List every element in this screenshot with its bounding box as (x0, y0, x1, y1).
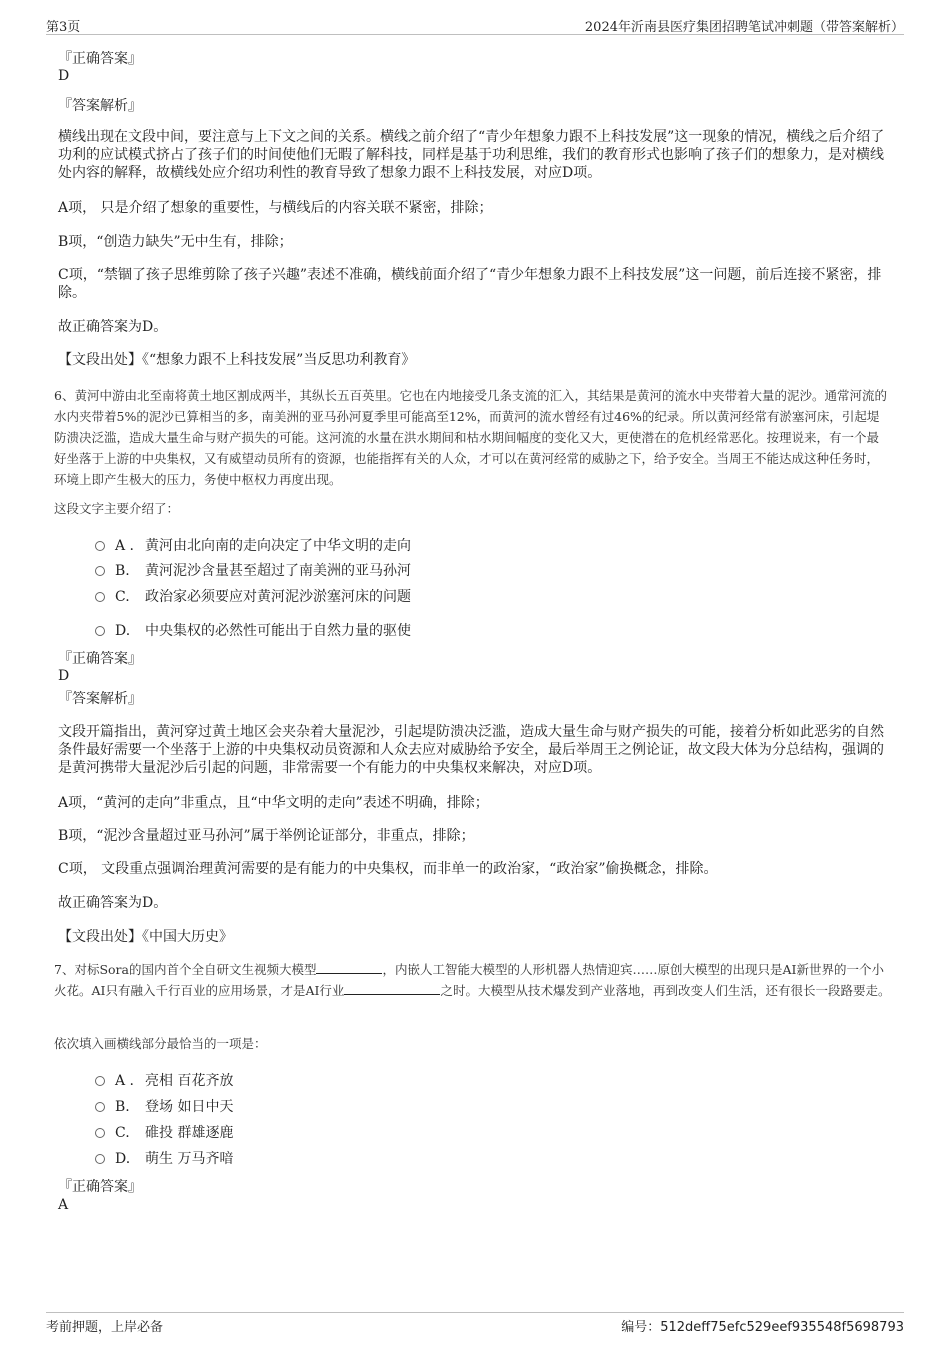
radio-icon[interactable] (95, 1128, 105, 1138)
q7-answer-label: 『正确答案』 (58, 1179, 142, 1195)
fill-blank-2[interactable] (344, 982, 440, 995)
q6-source: 【文段出处】《中国大历史》 (58, 929, 233, 945)
q6-option-b[interactable]: B. 黄河泥沙含量甚至超过了南美洲的亚马孙河 (95, 562, 411, 580)
radio-icon[interactable] (95, 592, 105, 602)
q5-option-c-note: C项，“禁锢了孩子思维剪除了孩子兴趣”表述不准确，横线前面介绍了“青少年想象力跟不上科技发展”这一问题，前后连接不紧密，排除。 (58, 267, 882, 301)
radio-icon[interactable] (95, 541, 105, 551)
q6-option-b-note: B项，“泥沙含量超过亚马孙河”属于举例论证部分，非重点，排除； (58, 828, 475, 844)
q7-answer: A (58, 1197, 69, 1213)
page-footer (46, 1312, 904, 1335)
q6-option-c-note: C项， 文段重点强调治理黄河需要的是有能力的中央集权，而非单一的政治家，“政治家”偷换概念，排除。 (58, 861, 718, 877)
q5-answer-label: 『正确答案』 (58, 51, 142, 67)
page-header (46, 14, 904, 35)
q7-option-a[interactable]: A . 亮相 百花齐放 (95, 1072, 233, 1090)
radio-icon[interactable] (95, 566, 105, 576)
q6-option-a[interactable]: A . 黄河由北向南的走向决定了中华文明的走向 (95, 537, 411, 555)
q6-analysis: 文段开篇指出，黄河穿过黄土地区会夹杂着大量泥沙，引起堤防溃决泛滥，造成大量生命与财产损失的可能，接着分析如此恶劣的自然条件最好需要一个坐落于上游的中央集权动员资源和人众去应对威胁给予安全，最后举周王之例论证，故文段大体为分总结构，强调的是黄河携带大量泥沙后引起的问题，非常需要一个有能力的中央集权来解决，对应D项。 (58, 724, 884, 776)
radio-icon[interactable] (95, 1076, 105, 1086)
q6-analysis-label: 『答案解析』 (58, 691, 142, 707)
page-number: 第3页 (46, 20, 81, 35)
q7-option-d[interactable]: D. 萌生 万马齐喑 (95, 1150, 233, 1168)
q6-option-c[interactable]: C. 政治家必须要应对黄河泥沙淤塞河床的问题 (95, 588, 411, 606)
radio-icon[interactable] (95, 1102, 105, 1112)
q6-option-a-note: A项，“黄河的走向”非重点，且“中华文明的走向”表述不明确，排除； (58, 795, 489, 811)
footer-slogan: 考前押题，上岸必备 (46, 1320, 164, 1335)
q6-conclusion: 故正确答案为D。 (58, 895, 168, 911)
q5-analysis-label: 『答案解析』 (58, 98, 142, 114)
q7-option-c[interactable]: C. 碓投 群雄逐鹿 (95, 1124, 233, 1142)
q7-option-b[interactable]: B. 登场 如日中天 (95, 1098, 233, 1116)
q5-option-b-note: B项，“创造力缺失”无中生有，排除； (58, 234, 293, 250)
footer-code: 编号：512deff75efc529eef935548f5698793 (621, 1320, 904, 1335)
radio-icon[interactable] (95, 626, 105, 636)
q7-prompt: 依次填入画横线部分最恰当的一项是： (54, 1036, 267, 1051)
q7-stem: 7、对标Sora的国内首个全自研文生视频大模型 ，内嵌人工智能大模型的人形机器人热情迎宾……原创大模型的出现只是AI新世界的一个小火花。AI只有融入千行百业的应用场景，才是AI行业 之时。大模型从技术爆发到产业落地，再到改变人们生活，还有很长一段路要走。 (54, 962, 891, 998)
q6-answer-label: 『正确答案』 (58, 651, 142, 667)
q5-option-a-note: A项， 只是介绍了想象的重要性，与横线后的内容关联不紧密，排除； (58, 200, 493, 216)
q5-source: 【文段出处】《“想象力跟不上科技发展”当反思功利教育》 (58, 352, 416, 368)
q5-conclusion: 故正确答案为D。 (58, 319, 168, 335)
document-title: 2024年沂南县医疗集团招聘笔试冲刺题（带答案解析） (584, 20, 904, 35)
q6-option-d[interactable]: D. 中央集权的必然性可能出于自然力量的驱使 (95, 622, 411, 640)
q6-prompt: 这段文字主要介绍了： (54, 501, 180, 516)
q6-answer: D (58, 668, 70, 684)
q5-answer: D (58, 68, 70, 84)
q6-stem: 6、黄河中游由北至南将黄土地区割成两半，其纵长五百英里。它也在内地接受几条支流的汇入，其结果是黄河的流水中夹带着大量的泥沙。通常河流的水内夹带着5%的泥沙已算相当的多，南美洲的亚马孙河夏季里可能高至12%，而黄河的流水曾经有过46%的纪录。所以黄河经常有淤塞河床，引起堤防溃决泛滥，造成大量生命与财产损失的可能。这河流的水量在洪水期间和枯水期间幅度的变化又大，更使潜在的危机经常恶化。按理说来，有一个最好坐落于上游的中央集权，又有威望动员所有的资源，也能指挥有关的人众，才可以在黄河经常的威胁之下，给予安全。当周王不能达成这种任务时，环境上即产生极大的压力，务使中枢权力再度出现。 (54, 388, 887, 487)
fill-blank-1[interactable] (316, 961, 382, 974)
radio-icon[interactable] (95, 1154, 105, 1164)
q5-analysis: 横线出现在文段中间，要注意与上下文之间的关系。横线之前介绍了“青少年想象力跟不上科技发展”这一现象的情况，横线之后介绍了功利的应试模式挤占了孩子们的时间使他们无暇了解科技，同样是基于功利思维，我们的教育形式也影响了孩子们的想象力，是对横线处内容的解释，故横线处应介绍功利性的教育导致了想象力跟不上科技发展，对应D项。 (58, 129, 885, 181)
